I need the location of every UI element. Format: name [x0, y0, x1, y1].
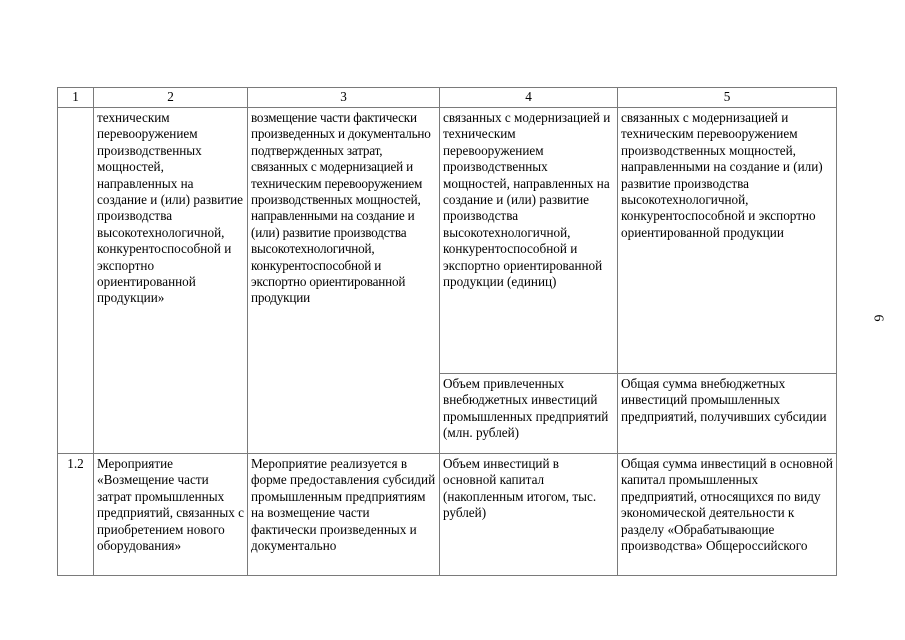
- indicator-name-cell: Объем инвестиций в основной капитал (накопленным итогом, тыс. рублей): [440, 454, 618, 576]
- indicator-table: [57, 87, 837, 576]
- indicator-name-cell: связанных с модернизацией и техническим перевооружением производственных мощностей, направленных на создание и (или) развитие производства высокотехнологичной, конкурентоспособной и экспортно ориентированной продукции (единиц): [440, 108, 618, 374]
- event-name-cell: техническим перевооружением производственных мощностей, направленных на создание и (или) развитие производства высокотехнологичной, конкурентоспособной и экспортно ориентированной продукции»: [94, 108, 248, 454]
- indicator-method-cell: Общая сумма внебюджетных инвестиций промышленных предприятий, получивших субсидии: [618, 374, 837, 454]
- page-number: 6: [870, 314, 886, 322]
- header-cell: 1: [58, 88, 94, 108]
- indicator-method-cell: связанных с модернизацией и техническим перевооружением производственных мощностей, направленными на создание и (или) развитие производства высокотехнологичной, конкурентоспособной и экспортно ориентированной продукции: [618, 108, 837, 374]
- header-cell: 5: [618, 88, 837, 108]
- table-row: [58, 108, 837, 374]
- event-name-cell: Мероприятие «Возмещение части затрат промышленных предприятий, связанных с приобретением нового оборудования»: [94, 454, 248, 576]
- header-cell: 4: [440, 88, 618, 108]
- table-header-row: [58, 88, 837, 108]
- row-number-cell: 1.2: [58, 454, 94, 576]
- indicator-method-cell: Общая сумма инвестиций в основной капитал промышленных предприятий, относящихся по виду экономической деятельности к разделу «Обрабатывающие производства» Общероссийского: [618, 454, 837, 576]
- table-row: [58, 454, 837, 576]
- event-description-cell: возмещение части фактически произведенных и документально подтвержденных затрат, связанных с модернизацией и техническим перевооружением производственных мощностей, направленными на создание и (или) развитие производства высокотехнологичной, конкурентоспособной и экспортно ориентированной продукции: [248, 108, 440, 454]
- row-number-cell: [58, 108, 94, 454]
- header-cell: 2: [94, 88, 248, 108]
- header-cell: 3: [248, 88, 440, 108]
- indicator-name-cell: Объем привлеченных внебюджетных инвестиций промышленных предприятий (млн. рублей): [440, 374, 618, 454]
- event-description-cell: Мероприятие реализуется в форме предоставления субсидий промышленным предприятиям на возмещение части фактически произведенных и документально: [248, 454, 440, 576]
